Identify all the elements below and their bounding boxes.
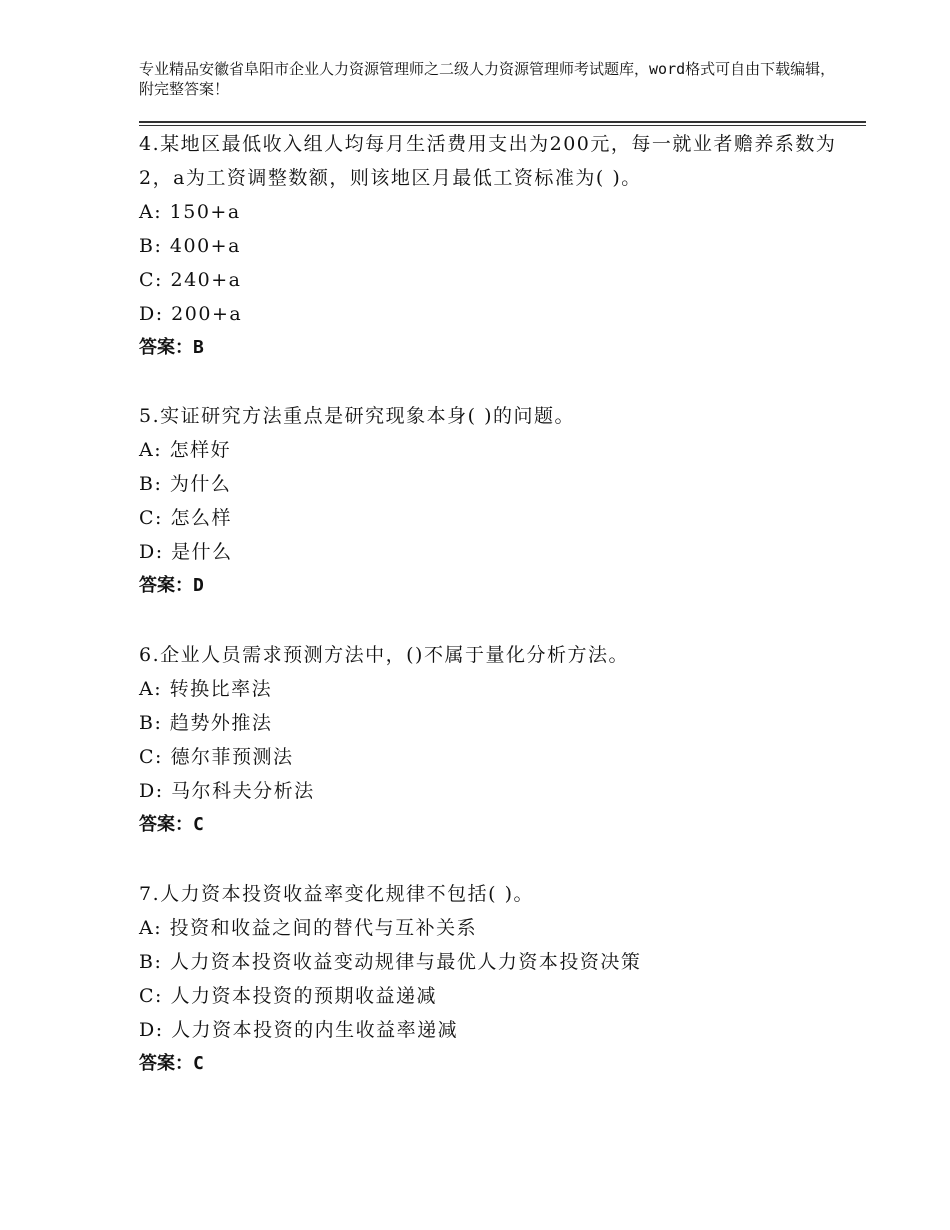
question-stem: 4.某地区最低收入组人均每月生活费用支出为200元，每一就业者赡养系数为2，a为工资调整数额，则该地区月最低工资标准为( )。 [139,133,837,189]
answer: 答案：B [139,337,204,358]
option-c: C: 德尔菲预测法 [139,746,294,768]
question-stem: 6.企业人员需求预测方法中，()不属于量化分析方法。 [139,644,629,666]
question-7 [139,877,839,1081]
question-stem: 5.实证研究方法重点是研究现象本身( )的问题。 [139,405,575,427]
document-header: 专业精品安徽省阜阳市企业人力资源管理师之二级人力资源管理师考试题库，word格式可自由下载编辑，附完整答案！ [139,60,836,98]
option-b: B: 趋势外推法 [139,712,273,734]
header-rule-thin [139,125,866,126]
option-a: A: 转换比率法 [139,678,273,700]
option-d: D: 200+a [139,303,243,325]
header-rule-thick [139,121,866,123]
option-d: D: 马尔科夫分析法 [139,780,315,802]
option-c: C: 人力资本投资的预期收益递减 [139,985,437,1007]
option-a: A: 怎样好 [139,439,232,461]
answer: 答案：C [139,1053,204,1074]
option-b: B: 人力资本投资收益变动规律与最优人力资本投资决策 [139,951,642,973]
option-a: A: 投资和收益之间的替代与互补关系 [139,917,478,939]
option-c: C: 怎么样 [139,507,232,529]
question-4 [139,127,839,365]
option-d: D: 人力资本投资的内生收益率递减 [139,1019,459,1041]
answer: 答案：D [139,575,204,596]
question-6 [139,638,839,842]
option-a: A: 150+a [139,201,241,223]
option-d: D: 是什么 [139,541,233,563]
question-stem: 7.人力资本投资收益率变化规律不包括( )。 [139,883,534,905]
option-b: B: 为什么 [139,473,232,495]
option-c: C: 240+a [139,269,242,291]
question-5 [139,399,839,603]
answer: 答案：C [139,814,204,835]
option-b: B: 400+a [139,235,241,257]
